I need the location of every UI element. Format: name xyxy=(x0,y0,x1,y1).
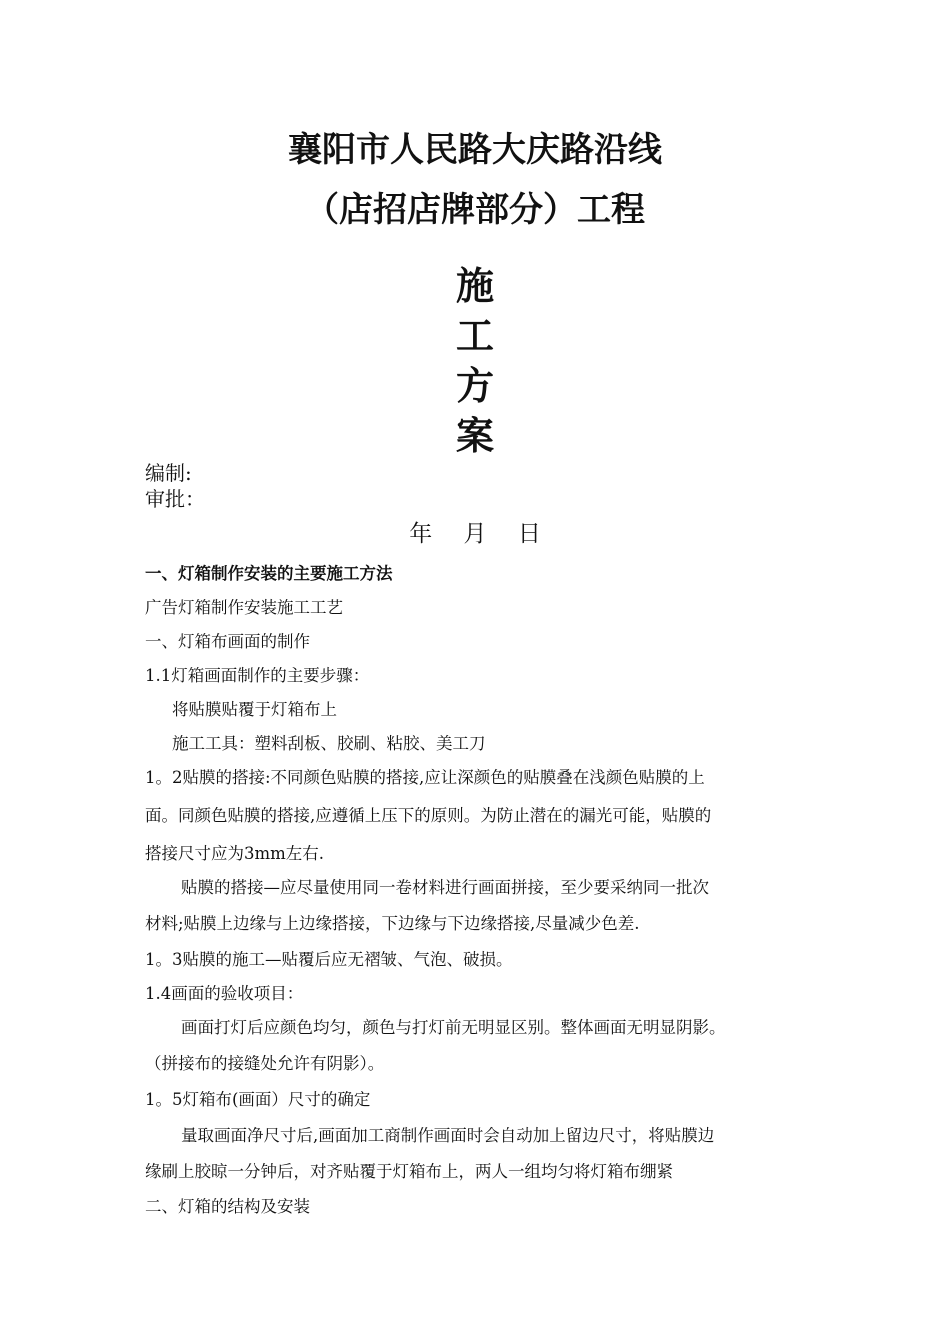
plan-char-1: 施 xyxy=(455,264,494,308)
title-line-1: 襄阳市人民路大庆路沿线 xyxy=(288,130,662,170)
date-year: 年 xyxy=(409,521,433,547)
body-line: 1.4画面的验收项目： xyxy=(145,984,304,1003)
body-line: 材料;贴膜上边缘与上边缘搭接，下边缘与下边缘搭接,尽量减少色差. xyxy=(145,914,640,933)
date-month: 月 xyxy=(463,521,487,547)
body-line: 1。5灯箱布(画面）尺寸的确定 xyxy=(145,1090,371,1109)
body-line: 1。3贴膜的施工—贴覆后应无褶皱、气泡、破损。 xyxy=(145,950,513,969)
title-line-2: （店招店牌部分）工程 xyxy=(305,190,645,230)
plan-char-3: 方 xyxy=(455,364,494,408)
body-line: 1。2贴膜的搭接:不同颜色贴膜的搭接,应让深颜色的贴膜叠在浅颜色贴膜的上 xyxy=(145,768,705,787)
body-line: 贴膜的搭接—应尽量使用同一卷材料进行画面拼接，至少要采纳同一批次 xyxy=(181,878,709,897)
section-heading-1: 一、灯箱制作安装的主要施工方法 xyxy=(145,564,393,583)
body-line: 1.1灯箱画面制作的主要步骤： xyxy=(145,666,370,685)
date-line xyxy=(0,520,950,548)
body-line: 将贴膜贴覆于灯箱布上 xyxy=(172,700,337,719)
plan-char-4: 案 xyxy=(455,414,494,458)
date-day: 日 xyxy=(517,521,541,547)
body-line: 二、灯箱的结构及安装 xyxy=(145,1197,310,1216)
body-line: 面。同颜色贴膜的搭接,应遵循上压下的原则。为防止潜在的漏光可能，贴膜的 xyxy=(145,806,712,825)
body-line: 施工工具：塑料刮板、胶刷、粘胶、美工刀 xyxy=(172,734,486,753)
body-line: 搭接尺寸应为3mm左右. xyxy=(145,844,325,863)
body-line: 广告灯箱制作安装施工工艺 xyxy=(145,598,343,617)
body-line: 一、灯箱布画面的制作 xyxy=(145,632,310,651)
body-line: （拼接布的接缝处允许有阴影）。 xyxy=(145,1054,385,1073)
body-line: 缘刷上胶晾一分钟后，对齐贴覆于灯箱布上，两人一组均匀将灯箱布绷紧 xyxy=(145,1162,673,1181)
approved-by-label: 审批： xyxy=(145,487,205,511)
body-line: 量取画面净尺寸后,画面加工商制作画面时会自动加上留边尺寸，将贴膜边 xyxy=(181,1126,715,1145)
compiled-by-label: 编制: xyxy=(145,461,192,485)
body-line: 画面打灯后应颜色均匀，颜色与打灯前无明显区别。整体画面无明显阴影。 xyxy=(181,1018,726,1037)
plan-char-2: 工 xyxy=(455,314,494,358)
